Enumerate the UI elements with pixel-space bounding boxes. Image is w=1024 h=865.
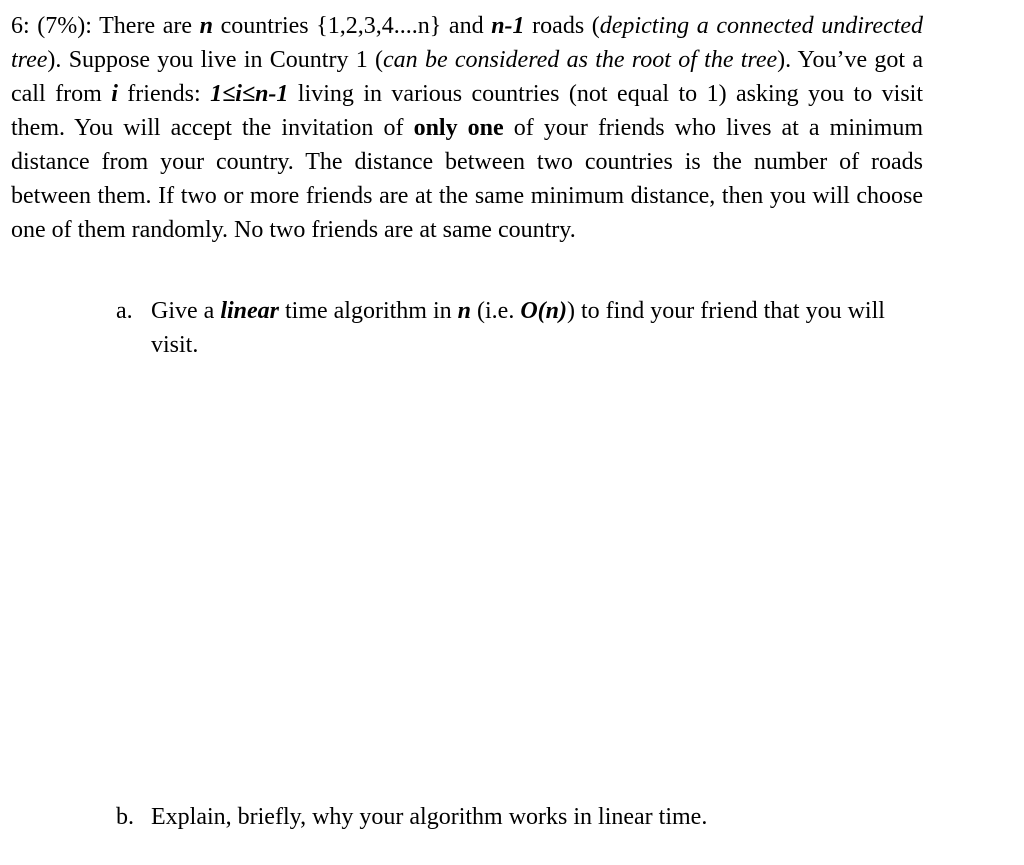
var-n: n	[457, 298, 471, 324]
tree-note: depicting a connected undirected tree	[11, 13, 923, 73]
problem-text: countries {1,2,3,4....n} and	[213, 13, 492, 39]
part-a-segment: Give a	[151, 298, 221, 324]
part-a-segment: time algorithm in	[279, 298, 458, 324]
problem-statement	[11, 9, 923, 247]
problem-text: roads (	[524, 13, 600, 39]
problem-text: friends:	[117, 81, 211, 107]
part-a-text	[116, 294, 922, 362]
part-a-segment: (i.e.	[471, 298, 521, 324]
friend-range: 1≤i≤n-1	[210, 81, 289, 107]
part-b-text: Explain, briefly, why your algorithm works in linear time.	[151, 804, 708, 830]
problem-text: of your friends who lives at a minimum distance from your country. The distance between two countries is the number of roads between them. If two or more friends are at the same minimum distance, then you will choose one of them randomly. No two friends are at same country.	[11, 115, 923, 243]
part-a	[116, 294, 922, 362]
var-n: n	[199, 13, 214, 39]
problem-text: living in various countries (not equal to 1) asking you to visit them. You will accept the invitation of	[11, 81, 924, 141]
part-a-segment: ) to find your friend that you will visit.	[151, 298, 885, 358]
only-one-emphasis: only one	[413, 115, 504, 141]
part-a-label: a.	[116, 298, 133, 324]
root-note: can be considered as the root of the tree	[383, 47, 778, 73]
big-o-notation: O(n)	[520, 298, 567, 324]
var-n-minus-1: n-1	[491, 13, 525, 39]
var-i: i	[111, 81, 118, 107]
problem-text: ). Suppose you live in Country 1 (	[47, 47, 384, 73]
linear-emphasis: linear	[220, 298, 279, 324]
part-b	[116, 800, 922, 834]
problem-text: ). You’ve got a call from	[11, 47, 924, 107]
part-b-label: b.	[116, 804, 134, 830]
problem-number: 6: (7%): There are	[11, 13, 200, 39]
